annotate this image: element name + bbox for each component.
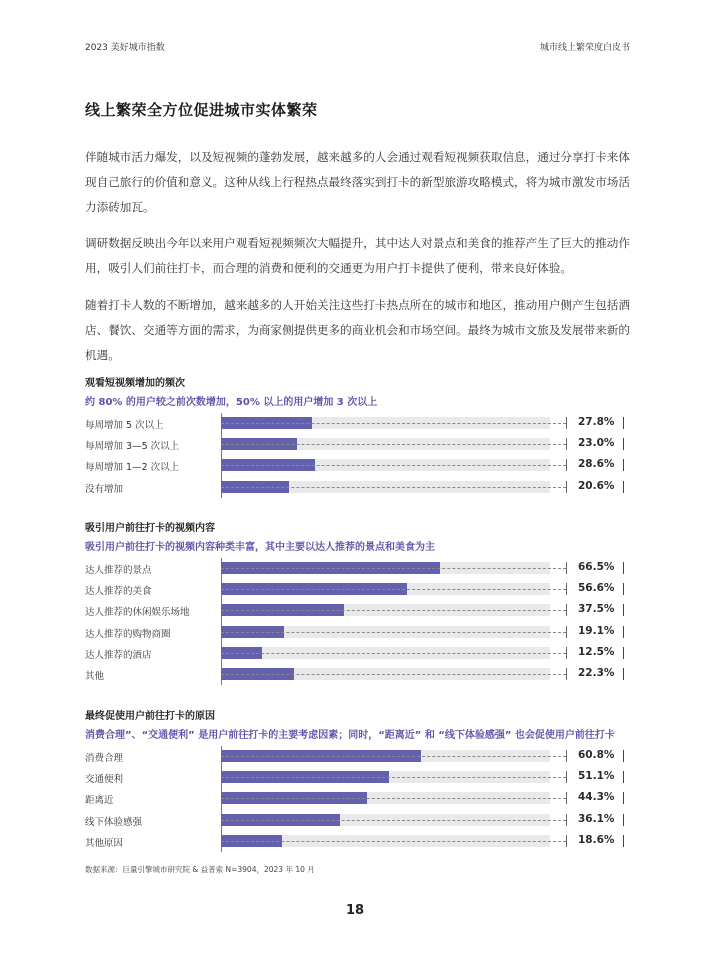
header-right-title: 城市线上繁荣度白皮书: [539, 43, 630, 53]
value-end-tick: [623, 438, 624, 450]
bar-label: 线下体验感强: [85, 816, 143, 828]
bar-value-label: 36.1%: [578, 812, 615, 825]
leader-line: [221, 610, 566, 611]
leader-tick: [566, 481, 567, 493]
chart-subtitle: 吸引用户前往打卡的视频内容种类丰富，其中主要以达人推荐的景点和美食为主: [85, 542, 435, 553]
leader-tick: [566, 814, 567, 826]
bar-row: [85, 810, 630, 831]
leader-line: [221, 444, 566, 445]
bar-value-label: 60.8%: [578, 749, 615, 761]
value-end-tick: [623, 792, 624, 804]
leader-tick: [566, 562, 567, 574]
page-number: 18: [345, 903, 365, 918]
paragraph-1: 伴随城市活力爆发，以及短视频的蓬勃发展，越来越多的人会通过观看短视频获取信息，通过分享打卡来体现自己旅行的价值和意义。这种从线上行程热点最终落实到打卡的新型旅游攻略模式，将为城市激发市场活力添砖加瓦。: [85, 150, 630, 214]
value-end-tick: [623, 771, 624, 783]
bar-label: 其他: [85, 670, 105, 682]
leader-line: [221, 568, 566, 569]
bar-row: [85, 558, 630, 579]
bar-value-label: 37.5%: [578, 603, 615, 616]
chart-rows: [85, 413, 630, 498]
bar-row: [85, 413, 630, 434]
chart-title: 吸引用户前往打卡的视频内容: [85, 523, 215, 534]
value-end-tick: [623, 814, 624, 826]
chart-video-content: [85, 520, 630, 685]
bar-label: 达人推荐的美食: [85, 586, 152, 598]
bar-row: [85, 767, 630, 788]
value-end-tick: [623, 562, 624, 574]
bar-row: [85, 643, 630, 664]
leader-tick: [566, 750, 567, 762]
bar-label: 达人推荐的休闲娱乐场地: [85, 607, 190, 619]
bar-value-label: 12.5%: [578, 645, 615, 658]
bar-value-label: 22.3%: [578, 666, 615, 679]
leader-line: [221, 798, 566, 799]
bar-label: 每周增加 1—2 次以上: [85, 462, 180, 474]
bar-value-label: 66.5%: [578, 561, 615, 573]
chart-video-frequency: [85, 375, 630, 498]
leader-line: [221, 423, 566, 424]
leader-line: [221, 841, 566, 842]
value-end-tick: [623, 583, 624, 595]
bar-value-label: 51.1%: [578, 770, 615, 783]
bar-label: 距离近: [85, 795, 114, 807]
leader-tick: [566, 417, 567, 429]
leader-line: [221, 820, 566, 821]
bar-label: 每周增加 3—5 次以上: [85, 441, 180, 453]
leader-line: [221, 674, 566, 675]
bar-value-label: 28.6%: [578, 458, 615, 471]
header-left-title: 2023 美好城市指数: [85, 43, 165, 53]
bar-label: 交通便利: [85, 774, 124, 786]
leader-tick: [566, 626, 567, 638]
leader-tick: [566, 583, 567, 595]
chart-subtitle: 约 80% 的用户较之前次数增加，50% 以上的用户增加 3 次以上: [85, 397, 378, 408]
bar-label: 达人推荐的购物商圈: [85, 628, 171, 640]
value-end-tick: [623, 647, 624, 659]
bar-row: [85, 788, 630, 809]
section-title: 线上繁荣全方位促进城市实体繁荣: [85, 101, 318, 119]
chart-title: 最终促使用户前往打卡的原因: [85, 711, 215, 722]
bar-row: [85, 664, 630, 685]
bar-label: 消费合理: [85, 753, 124, 764]
leader-line: [221, 589, 566, 590]
bar-value-label: 20.6%: [578, 479, 615, 492]
bar-row: [85, 622, 630, 643]
leader-line: [221, 777, 566, 778]
value-end-tick: [623, 750, 624, 762]
bar-row: [85, 746, 630, 767]
chart-title: 观看短视频增加的频次: [85, 378, 185, 389]
chart-checkin-reasons: [85, 708, 630, 852]
bar-label: 达人推荐的景点: [85, 565, 152, 576]
bar-row: [85, 831, 630, 852]
chart-rows: [85, 558, 630, 685]
value-end-tick: [623, 481, 624, 493]
bar-label: 每周增加 5 次以上: [85, 420, 164, 431]
bar-value-label: 56.6%: [578, 582, 615, 595]
bar-value-label: 19.1%: [578, 624, 615, 637]
chart-subtitle: 消费合理”、“交通便利” 是用户前往打卡的主要考虑因素；同时，“距离近” 和 “线下体验感强” 也会促使用户前往打卡: [85, 730, 615, 741]
leader-line: [221, 465, 566, 466]
bar-row: [85, 579, 630, 600]
chart-rows: [85, 746, 630, 852]
bar-row: [85, 455, 630, 476]
bar-value-label: 18.6%: [578, 833, 615, 846]
bar-row: [85, 434, 630, 455]
leader-tick: [566, 835, 567, 847]
bar-value-label: 44.3%: [578, 791, 615, 804]
leader-tick: [566, 792, 567, 804]
value-end-tick: [623, 604, 624, 616]
value-end-tick: [623, 459, 624, 471]
leader-tick: [566, 647, 567, 659]
value-end-tick: [623, 835, 624, 847]
value-end-tick: [623, 417, 624, 429]
leader-tick: [566, 459, 567, 471]
leader-tick: [566, 438, 567, 450]
leader-line: [221, 653, 566, 654]
value-end-tick: [623, 626, 624, 638]
bar-row: [85, 600, 630, 621]
leader-tick: [566, 604, 567, 616]
bar-label: 达人推荐的酒店: [85, 649, 152, 661]
bar-row: [85, 477, 630, 498]
data-source-note: 数据来源：巨量引擎城市研究院 & 益普索 N=3904，2023 年 10 月: [85, 865, 315, 874]
bar-label: 其他原因: [85, 837, 124, 849]
bar-value-label: 27.8%: [578, 416, 615, 428]
leader-line: [221, 756, 566, 757]
leader-line: [221, 632, 566, 633]
leader-tick: [566, 668, 567, 680]
paragraph-3: 随着打卡人数的不断增加，越来越多的人开始关注这些打卡热点所在的城市和地区，推动用户侧产生包括酒店、餐饮、交通等方面的需求，为商家侧提供更多的商业机会和市场空间。最终为城市文旅及发展带来新的机遇。: [85, 298, 630, 362]
value-end-tick: [623, 668, 624, 680]
leader-line: [221, 487, 566, 488]
paragraph-2: 调研数据反映出今年以来用户观看短视频频次大幅提升，其中达人对景点和美食的推荐产生了巨大的推动作用，吸引人们前往打卡，而合理的消费和便利的交通更为用户打卡提供了便利，带来良好体验。: [85, 236, 630, 275]
leader-tick: [566, 771, 567, 783]
bar-value-label: 23.0%: [578, 437, 615, 450]
bar-label: 没有增加: [85, 483, 124, 495]
